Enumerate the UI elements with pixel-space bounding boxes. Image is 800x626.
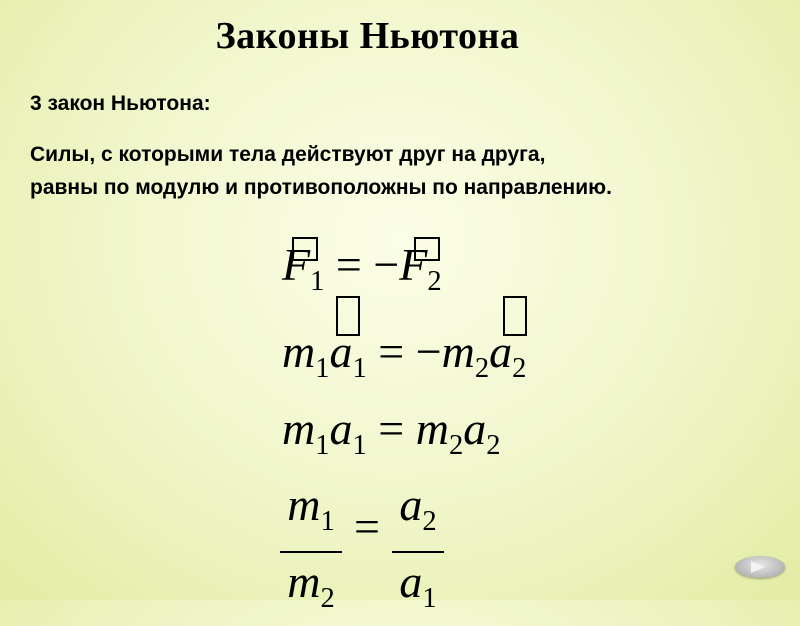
symbol-a1: a [329,403,353,454]
symbol-a2: a [399,479,423,530]
symbol-m2: m [441,326,475,377]
subscript: 2 [320,582,335,614]
symbol-m2: m [415,403,449,454]
minus-sign: − [373,239,400,290]
statement-line-1: Силы, с которыми тела действуют друг на друга, [30,143,546,166]
fraction-bar [392,551,444,553]
fraction-acceleration-ratio [392,478,444,626]
subscript: 1 [352,429,367,461]
symbol-a2: a [489,326,513,377]
law-statement [30,138,790,204]
symbol-a1: a [329,326,353,377]
minus-sign: − [415,326,442,377]
equals-sign: = [378,326,405,377]
equals-sign: = [354,501,380,552]
subscript: 2 [474,352,490,384]
symbol-f1: F [282,239,311,290]
equals-sign: = [335,239,362,290]
subscript: 1 [352,352,367,384]
subscript: 2 [486,429,501,461]
subscript: 2 [427,265,442,297]
fraction-bar [280,551,342,553]
subscript: 2 [512,352,527,384]
formula-mass-acceleration-vector [282,325,526,385]
subscript: 1 [315,352,330,384]
symbol-m2: m [287,555,321,607]
fraction-denominator [280,555,342,626]
symbol-m1: m [282,326,316,377]
fraction-numerator [280,478,342,549]
fraction-mass-ratio [280,478,342,626]
subscript: 1 [422,582,437,614]
play-arrow-icon [751,561,765,573]
fraction-numerator [392,478,444,549]
symbol-m1: m [287,479,321,530]
subscript: 1 [320,505,335,537]
subscript: 1 [310,265,325,297]
formula-forces [282,238,442,298]
fraction-denominator [392,555,444,626]
statement-line-2: равны по модулю и противоположны по направлению. [30,176,612,199]
slide-title: Законы Ньютона [215,15,520,57]
symbol-a2: a [463,403,487,454]
subscript: 2 [448,429,464,461]
law-heading: 3 закон Ньютона: [30,92,211,115]
subscript: 1 [315,429,330,461]
symbol-a1: a [399,555,423,607]
next-slide-button[interactable] [735,556,785,578]
equals-sign: = [378,403,405,454]
symbol-m1: m [282,403,316,454]
subscript: 2 [422,505,437,537]
symbol-f2: F [399,239,428,290]
formula-mass-acceleration-scalar [282,402,500,462]
